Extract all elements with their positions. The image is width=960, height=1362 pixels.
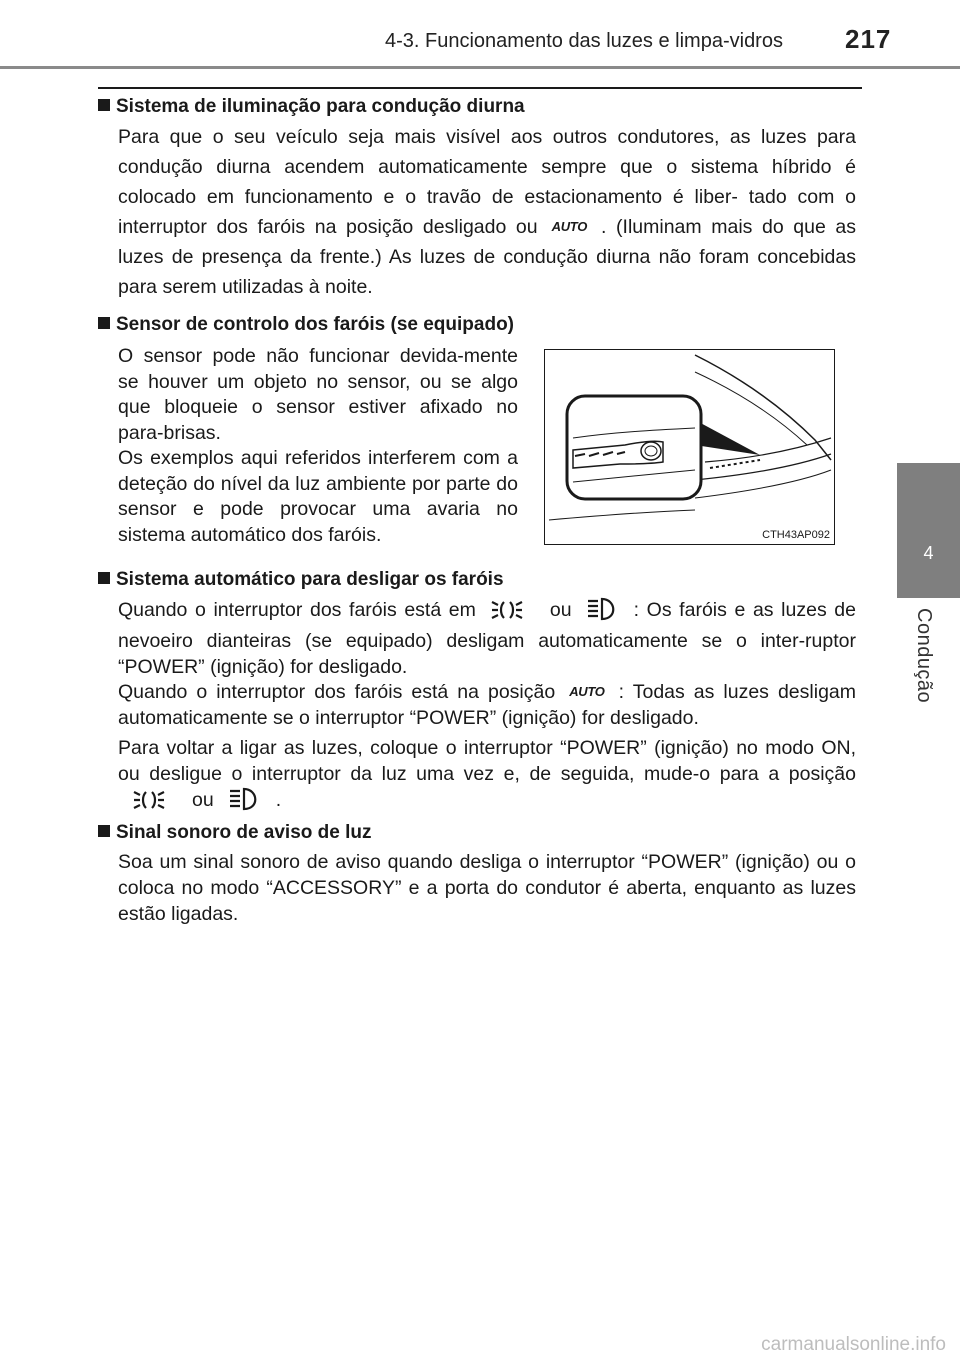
content-top-divider	[98, 87, 862, 89]
header-divider	[0, 66, 960, 69]
parking-lights-icon	[490, 599, 536, 628]
figure-caption: CTH43AP092	[762, 529, 830, 541]
auto-off-p1b: : Os faróis e as luzes de nevoeiro dianteiras (se equipado) desligam automaticamente se o inter-ruptor “POWER” (ignição) for desligado.	[118, 599, 856, 678]
auto-off-p1-or: ou	[549, 599, 572, 621]
section-title: 4-3. Funcionamento das luzes e limpa-vidros	[385, 30, 783, 52]
page-number: 217	[845, 24, 892, 54]
headlights-icon	[586, 597, 620, 628]
headlights-icon	[228, 787, 262, 818]
buzzer-heading	[98, 822, 372, 844]
auto-off-p2b: : Todas as luzes desligam automaticamente se o interruptor “POWER” (ignição) for desligado.	[118, 681, 857, 729]
square-bullet-icon	[98, 99, 110, 111]
chapter-number: 4	[923, 543, 934, 563]
drl-heading-text: Sistema de iluminação para condução diurna	[116, 96, 525, 117]
buzzer-paragraph: Soa um sinal sonoro de aviso quando desliga o interruptor “POWER” (ignição) ou o coloca no modo “ACCESSORY” e a porta do condutor é aberta, enquanto as luzes estão ligadas.	[118, 851, 856, 925]
sensor-heading	[98, 314, 514, 336]
auto-icon: AUTO	[569, 684, 605, 699]
auto-icon: AUTO	[551, 219, 588, 234]
auto-off-p3-end: .	[275, 789, 282, 811]
chapter-label: Condução	[913, 608, 935, 704]
sensor-paragraph-1: O sensor pode não funcionar devida-mente se houver um objeto no sensor, ou se algo que bloqueie o sensor estiver afixado no para-brisas.	[118, 345, 518, 444]
auto-off-paragraph-2	[118, 679, 856, 731]
chapter-tab	[897, 463, 960, 598]
drl-heading	[98, 96, 525, 118]
square-bullet-icon	[98, 572, 110, 584]
buzzer-heading-text: Sinal sonoro de aviso de luz	[116, 822, 372, 843]
auto-off-heading-text: Sistema automático para desligar os faróis	[116, 569, 504, 590]
windshield-sensor-drawing	[545, 350, 833, 543]
square-bullet-icon	[98, 317, 110, 329]
sensor-illustration	[544, 349, 835, 545]
sensor-paragraph-2: Os exemplos aqui referidos interferem com a deteção do nível da luz ambiente por parte do sensor e pode provocar uma avaria no sistema automático dos faróis.	[118, 447, 518, 546]
square-bullet-icon	[98, 825, 110, 837]
drl-paragraph	[118, 122, 856, 302]
drl-text-2b: . (Iluminam mais do que as luzes de presença da frente.) As luzes de condução diurna não foram concebidas para serem utilizadas à noite.	[118, 216, 856, 298]
auto-off-paragraph-1	[118, 597, 856, 680]
drl-text-2a: tado com o interruptor dos faróis na posição desligado ou	[118, 186, 856, 238]
auto-off-paragraph-3	[118, 735, 856, 818]
watermark[interactable]: carmanualsonline.info	[761, 1334, 946, 1355]
auto-off-p3a: Para voltar a ligar as luzes, coloque o interruptor “POWER” (ignição) no modo ON, ou desligue o interruptor da luz uma vez e, de seguida, mude-o para a posição	[118, 737, 856, 785]
auto-off-heading	[98, 569, 504, 591]
auto-off-p1a: Quando o interruptor dos faróis está em	[118, 599, 476, 621]
parking-lights-icon	[132, 789, 178, 818]
sensor-heading-text: Sensor de controlo dos faróis (se equipado)	[116, 314, 514, 335]
auto-off-p2a: Quando o interruptor dos faróis está na posição	[118, 681, 556, 703]
drl-text-1: Para que o seu veículo seja mais visível aos outros condutores, as luzes para condução diurna acendem automaticamente sempre que o sistema híbrido é colocado em funcionamento e o travão de estacionamento é liber-	[118, 126, 856, 208]
auto-off-p3-or: ou	[192, 789, 214, 811]
